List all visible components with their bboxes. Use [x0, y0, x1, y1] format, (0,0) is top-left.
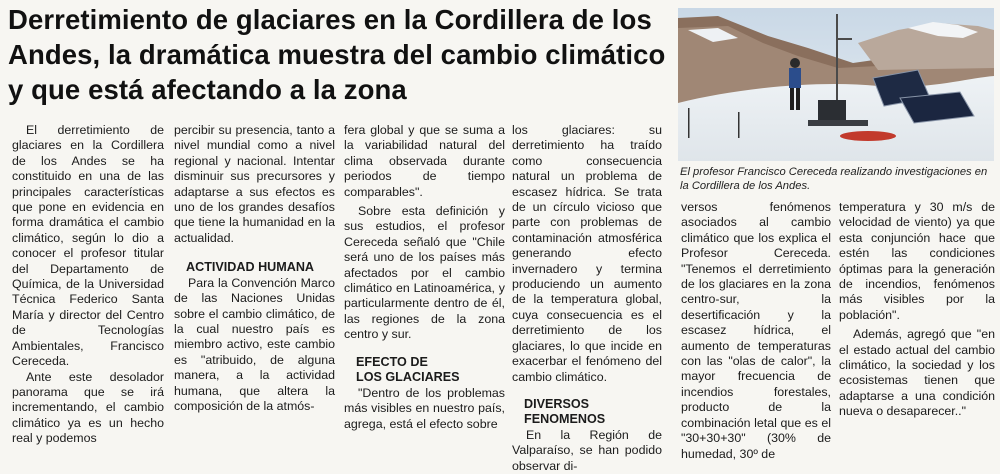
article-column-3	[344, 123, 505, 432]
paragraph: Sobre esta definición y sus estudios, el profesor Cereceda señaló que "Chile será uno de los países más afectados por el cambio climático en Latinoamérica, y particularmente dentro de él, las regiones de la zona centro y sur.	[344, 204, 505, 342]
paragraph: percibir su presencia, tanto a nivel mundial como a nivel regional y nacional. Intentar disminuir sus precursores y adaptarse a sus efectos es uno de los grandes desafíos que tiene la humanidad en la actualidad.	[174, 123, 335, 245]
subheading-diversos-fenomenos: DIVERSOS FENOMENOS	[524, 396, 606, 427]
paragraph: Para la Convención Marco de las Naciones Unidas sobre el cambio climático, de la cual nuestro país es miembro activo, este cambio es "atribuido, de alguna manera, a la actividad humana, que altera la composición de la atmós-	[174, 275, 335, 413]
paragraph: En la Región de Valparaíso, se han podido observar di-	[512, 427, 662, 473]
subheading-efecto-glaciares-line2: LOS GLACIARES	[356, 370, 460, 385]
article-column-2	[174, 123, 335, 414]
paragraph: fera global y que se suma a la variabilidad natural del clima observada durante periodos de tiempo comparables".	[344, 123, 505, 199]
article-column-5	[681, 200, 831, 462]
article-column-1	[12, 123, 164, 447]
subheading-efecto-glaciares-line1: EFECTO DE	[356, 354, 428, 369]
paragraph: Además, agregó que "en el estado actual del cambio climático, la sociedad y los ecosistemas tienen que adaptarse a una condición nueva o desaparecer.."	[839, 327, 995, 419]
paragraph: los glaciares: su derretimiento ha traído como consecuencia natural un problema de escasez hídrica. Se trata de un círculo vicioso que parte con problemas de contaminación atmosférica generando efecto invernadero y termina produciendo un aumento de la temperatura global, cuya consecuencia es el derretimiento de los glaciares, lo que incide en exacerbar el fenómeno del cambio climático.	[512, 123, 662, 384]
paragraph: temperatura y 30 m/s de velocidad de viento) ya que esta conjunción hace que estén las condiciones óptimas para la generación de incendios, fenómenos más visibles por la población".	[839, 200, 995, 322]
photo-caption: El profesor Francisco Cereceda realizando investigaciones en la Cordillera de los Andes.	[680, 166, 988, 192]
paragraph: Ante este desolador panorama que se irá incrementando, el cambio climático ya es un hecho real y podemos	[12, 369, 164, 446]
article-column-4	[512, 123, 662, 474]
article-headline: Derretimiento de glaciares en la Cordillera de los Andes, la dramática muestra del cambio climático y que está afectando a la zona	[8, 4, 666, 105]
glacier-photo	[678, 8, 994, 161]
article-column-6	[839, 200, 995, 420]
paragraph: versos fenómenos asociados al cambio climático que los explica el Profesor Cereceda. "Tenemos el derretimiento de los glaciares en la zona centro-sur, la desertificación y la escasez hídrica, el aumento de temperaturas con las "olas de calor", la mayor frecuencia de incendios forestales, producto de la combinación letal que es el "30+30+30" (30% de humedad, 30º de	[681, 200, 831, 461]
subheading-actividad-humana: ACTIVIDAD HUMANA	[186, 260, 315, 275]
paragraph: El derretimiento de glaciares en la Cordillera de los Andes se ha constituido en una de las principales características que pone en evidencia en forma dramática el cambio climático, según lo dio a conocer el profesor titular del Departamento de Química, de la Universidad Técnica Federico Santa María y director del Centro de Tecnologías Ambientales, Francisco Cereceda.	[12, 123, 164, 369]
glacier-photo-image	[678, 8, 994, 161]
paragraph: "Dentro de los problemas más visibles en nuestro país, agrega, está el efecto sobre	[344, 385, 505, 431]
